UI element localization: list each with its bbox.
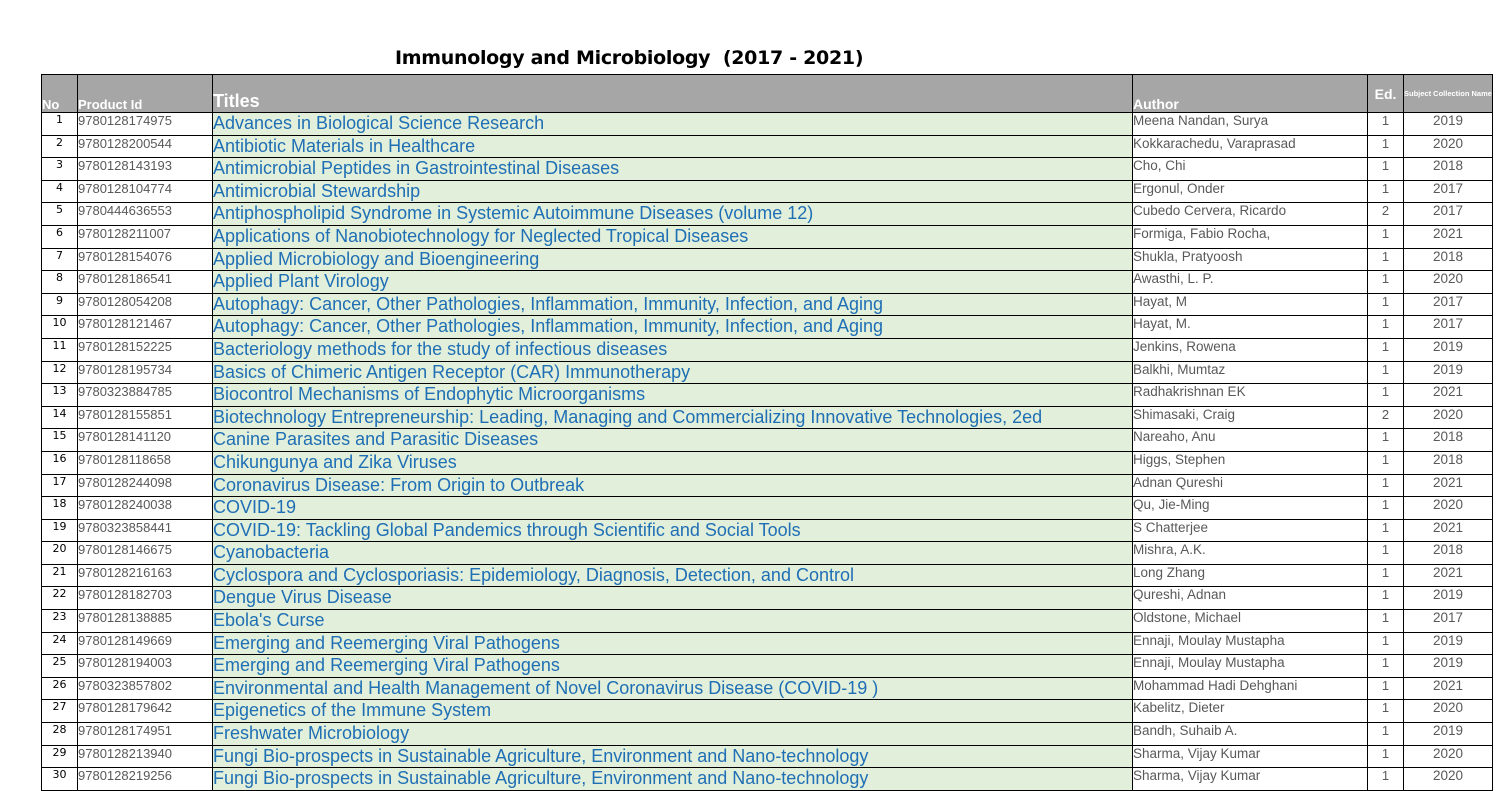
book-title-link[interactable]: Freshwater Microbiology — [213, 723, 1133, 746]
edition: 1 — [1368, 316, 1404, 339]
author: Hayat, M — [1133, 293, 1368, 316]
header-titles: Titles — [213, 75, 1133, 113]
book-title-link[interactable]: Antibiotic Materials in Healthcare — [213, 135, 1133, 158]
table-row — [42, 338, 1493, 361]
table-row — [42, 655, 1493, 678]
edition: 1 — [1368, 384, 1404, 407]
row-number: 29 — [42, 745, 78, 768]
table-row — [42, 225, 1493, 248]
product-id: 9780128138885 — [78, 610, 213, 633]
book-title-link[interactable]: Applied Plant Virology — [213, 271, 1133, 294]
product-id: 9780128240038 — [78, 497, 213, 520]
book-title-link[interactable]: Emerging and Reemerging Viral Pathogens — [213, 632, 1133, 655]
table-row — [42, 158, 1493, 181]
author: Sharma, Vijay Kumar — [1133, 745, 1368, 768]
product-id: 9780128211007 — [78, 225, 213, 248]
product-id: 9780128213940 — [78, 745, 213, 768]
edition: 1 — [1368, 745, 1404, 768]
author: Jenkins, Rowena — [1133, 338, 1368, 361]
book-title-link[interactable]: Coronavirus Disease: From Origin to Outbreak — [213, 474, 1133, 497]
row-number: 23 — [42, 610, 78, 633]
product-id: 9780128200544 — [78, 135, 213, 158]
table-row — [42, 700, 1493, 723]
year: 2018 — [1404, 542, 1493, 565]
year: 2017 — [1404, 316, 1493, 339]
edition: 1 — [1368, 677, 1404, 700]
book-title-link[interactable]: Cyclospora and Cyclosporiasis: Epidemiology, Diagnosis, Detection, and Control — [213, 564, 1133, 587]
product-id: 9780128104774 — [78, 180, 213, 203]
row-number: 20 — [42, 542, 78, 565]
edition: 1 — [1368, 768, 1404, 791]
row-number: 27 — [42, 700, 78, 723]
year: 2019 — [1404, 587, 1493, 610]
book-title-link[interactable]: Applications of Nanobiotechnology for Neglected Tropical Diseases — [213, 225, 1133, 248]
product-id: 9780128149669 — [78, 632, 213, 655]
year: 2019 — [1404, 655, 1493, 678]
book-title-link[interactable]: Epigenetics of the Immune System — [213, 700, 1133, 723]
year: 2020 — [1404, 700, 1493, 723]
year: 2021 — [1404, 384, 1493, 407]
year: 2019 — [1404, 723, 1493, 746]
edition: 2 — [1368, 203, 1404, 226]
row-number: 4 — [42, 180, 78, 203]
book-title-link[interactable]: Bacteriology methods for the study of infectious diseases — [213, 338, 1133, 361]
edition: 1 — [1368, 361, 1404, 384]
year: 2019 — [1404, 338, 1493, 361]
row-number: 16 — [42, 451, 78, 474]
year: 2021 — [1404, 677, 1493, 700]
author: Shukla, Pratyoosh — [1133, 248, 1368, 271]
edition: 1 — [1368, 497, 1404, 520]
year: 2017 — [1404, 610, 1493, 633]
row-number: 12 — [42, 361, 78, 384]
author: Oldstone, Michael — [1133, 610, 1368, 633]
row-number: 25 — [42, 655, 78, 678]
product-id: 9780128141120 — [78, 429, 213, 452]
row-number: 7 — [42, 248, 78, 271]
row-number: 21 — [42, 564, 78, 587]
row-number: 9 — [42, 293, 78, 316]
edition: 1 — [1368, 519, 1404, 542]
book-title-link[interactable]: Fungi Bio-prospects in Sustainable Agriculture, Environment and Nano-technology — [213, 745, 1133, 768]
edition: 1 — [1368, 723, 1404, 746]
year: 2020 — [1404, 745, 1493, 768]
author: Mishra, A.K. — [1133, 542, 1368, 565]
book-title-link[interactable]: Autophagy: Cancer, Other Pathologies, Inflammation, Immunity, Infection, and Aging — [213, 293, 1133, 316]
year: 2021 — [1404, 225, 1493, 248]
product-id: 9780128146675 — [78, 542, 213, 565]
edition: 1 — [1368, 113, 1404, 136]
book-title-link[interactable]: Antimicrobial Stewardship — [213, 180, 1133, 203]
edition: 1 — [1368, 474, 1404, 497]
product-id: 9780128216163 — [78, 564, 213, 587]
table-row — [42, 180, 1493, 203]
row-number: 14 — [42, 406, 78, 429]
year: 2020 — [1404, 135, 1493, 158]
edition: 1 — [1368, 158, 1404, 181]
product-id: 9780128195734 — [78, 361, 213, 384]
book-title-link[interactable]: Applied Microbiology and Bioengineering — [213, 248, 1133, 271]
author: Sharma, Vijay Kumar — [1133, 768, 1368, 791]
table-header-row — [42, 75, 1493, 113]
author: Adnan Qureshi — [1133, 474, 1368, 497]
book-title-link[interactable]: Advances in Biological Science Research — [213, 113, 1133, 136]
row-number: 17 — [42, 474, 78, 497]
table-row — [42, 497, 1493, 520]
book-title-link[interactable]: Antiphospholipid Syndrome in Systemic Autoimmune Diseases (volume 12) — [213, 203, 1133, 226]
edition: 1 — [1368, 610, 1404, 633]
edition: 1 — [1368, 451, 1404, 474]
table-row — [42, 271, 1493, 294]
author: Bandh, Suhaib A. — [1133, 723, 1368, 746]
year: 2018 — [1404, 429, 1493, 452]
year: 2020 — [1404, 271, 1493, 294]
row-number: 2 — [42, 135, 78, 158]
edition: 1 — [1368, 655, 1404, 678]
author: S Chatterjee — [1133, 519, 1368, 542]
author: Higgs, Stephen — [1133, 451, 1368, 474]
book-title-link[interactable]: Autophagy: Cancer, Other Pathologies, Inflammation, Immunity, Infection, and Aging — [213, 316, 1133, 339]
table-row — [42, 113, 1493, 136]
year: 2018 — [1404, 158, 1493, 181]
author: Qu, Jie-Ming — [1133, 497, 1368, 520]
page-title: Immunology and Microbiology (2017 - 2021) — [395, 47, 864, 69]
book-title-link[interactable]: Canine Parasites and Parasitic Diseases — [213, 429, 1133, 452]
year: 2017 — [1404, 203, 1493, 226]
product-id: 9780323858441 — [78, 519, 213, 542]
book-title-link[interactable]: Cyanobacteria — [213, 542, 1133, 565]
product-id: 9780128186541 — [78, 271, 213, 294]
book-title-link[interactable]: Biotechnology Entrepreneurship: Leading, Managing and Commercializing Innovative Technologies, 2ed — [213, 406, 1133, 429]
product-id: 9780128244098 — [78, 474, 213, 497]
author: Hayat, M. — [1133, 316, 1368, 339]
author: Cubedo Cervera, Ricardo — [1133, 203, 1368, 226]
table-row — [42, 542, 1493, 565]
author: Balkhi, Mumtaz — [1133, 361, 1368, 384]
product-id: 9780128179642 — [78, 700, 213, 723]
table-row — [42, 768, 1493, 791]
table-row — [42, 632, 1493, 655]
year: 2019 — [1404, 361, 1493, 384]
row-number: 8 — [42, 271, 78, 294]
product-id: 9780128174975 — [78, 113, 213, 136]
edition: 1 — [1368, 429, 1404, 452]
author: Qureshi, Adnan — [1133, 587, 1368, 610]
table-row — [42, 384, 1493, 407]
header-subject-collection: Subject Collection Name — [1404, 75, 1493, 113]
table-row — [42, 564, 1493, 587]
author: Nareaho, Anu — [1133, 429, 1368, 452]
edition: 1 — [1368, 271, 1404, 294]
table-row — [42, 361, 1493, 384]
book-title-link[interactable]: Basics of Chimeric Antigen Receptor (CAR) Immunotherapy — [213, 361, 1133, 384]
table-row — [42, 723, 1493, 746]
table-row — [42, 474, 1493, 497]
product-id: 9780128152225 — [78, 338, 213, 361]
book-title-link[interactable]: Antimicrobial Peptides in Gastrointestinal Diseases — [213, 158, 1133, 181]
row-number: 19 — [42, 519, 78, 542]
row-number: 13 — [42, 384, 78, 407]
edition: 1 — [1368, 632, 1404, 655]
product-id: 9780444636553 — [78, 203, 213, 226]
edition: 2 — [1368, 406, 1404, 429]
edition: 1 — [1368, 542, 1404, 565]
author: Formiga, Fabio Rocha, — [1133, 225, 1368, 248]
product-id: 9780128194003 — [78, 655, 213, 678]
edition: 1 — [1368, 338, 1404, 361]
author: Awasthi, L. P. — [1133, 271, 1368, 294]
product-id: 9780128155851 — [78, 406, 213, 429]
table-row — [42, 610, 1493, 633]
table-row — [42, 677, 1493, 700]
header-no: No — [42, 75, 78, 113]
year: 2020 — [1404, 497, 1493, 520]
table-row — [42, 429, 1493, 452]
author: Shimasaki, Craig — [1133, 406, 1368, 429]
author: Ennaji, Moulay Mustapha — [1133, 632, 1368, 655]
table-row — [42, 248, 1493, 271]
year: 2017 — [1404, 293, 1493, 316]
edition: 1 — [1368, 248, 1404, 271]
product-id: 9780128054208 — [78, 293, 213, 316]
row-number: 28 — [42, 723, 78, 746]
row-number: 18 — [42, 497, 78, 520]
table-row — [42, 316, 1493, 339]
table-row — [42, 406, 1493, 429]
table-row — [42, 519, 1493, 542]
table-row — [42, 451, 1493, 474]
row-number: 22 — [42, 587, 78, 610]
header-product-id: Product Id — [78, 75, 213, 113]
book-title-link[interactable]: Chikungunya and Zika Viruses — [213, 451, 1133, 474]
book-title-link[interactable]: Fungi Bio-prospects in Sustainable Agriculture, Environment and Nano-technology — [213, 768, 1133, 791]
table-row — [42, 745, 1493, 768]
edition: 1 — [1368, 293, 1404, 316]
edition: 1 — [1368, 180, 1404, 203]
table-row — [42, 135, 1493, 158]
author: Mohammad Hadi Dehghani — [1133, 677, 1368, 700]
book-title-link[interactable]: COVID-19 — [213, 497, 1133, 520]
product-id: 9780128219256 — [78, 768, 213, 791]
year: 2020 — [1404, 768, 1493, 791]
edition: 1 — [1368, 700, 1404, 723]
author: Ennaji, Moulay Mustapha — [1133, 655, 1368, 678]
table-body — [42, 113, 1493, 791]
product-id: 9780323857802 — [78, 677, 213, 700]
product-id: 9780128118658 — [78, 451, 213, 474]
year: 2020 — [1404, 406, 1493, 429]
book-title-link[interactable]: Ebola's Curse — [213, 610, 1133, 633]
edition: 1 — [1368, 587, 1404, 610]
year: 2021 — [1404, 519, 1493, 542]
product-id: 9780128143193 — [78, 158, 213, 181]
year: 2019 — [1404, 632, 1493, 655]
row-number: 24 — [42, 632, 78, 655]
year: 2021 — [1404, 564, 1493, 587]
book-title-link[interactable]: Environmental and Health Management of Novel Coronavirus Disease (COVID-19 ) — [213, 677, 1133, 700]
year: 2018 — [1404, 248, 1493, 271]
author: Meena Nandan, Surya — [1133, 113, 1368, 136]
header-edition: Ed. — [1368, 75, 1404, 113]
book-title-link[interactable]: Dengue Virus Disease — [213, 587, 1133, 610]
book-title-link[interactable]: Emerging and Reemerging Viral Pathogens — [213, 655, 1133, 678]
table-row — [42, 203, 1493, 226]
year: 2017 — [1404, 180, 1493, 203]
table-row — [42, 293, 1493, 316]
product-id: 9780128174951 — [78, 723, 213, 746]
product-id: 9780128182703 — [78, 587, 213, 610]
year: 2021 — [1404, 474, 1493, 497]
product-id: 9780128154076 — [78, 248, 213, 271]
row-number: 11 — [42, 338, 78, 361]
year: 2019 — [1404, 113, 1493, 136]
author: Kokkarachedu, Varaprasad — [1133, 135, 1368, 158]
author: Ergonul, Onder — [1133, 180, 1368, 203]
product-id: 9780128121467 — [78, 316, 213, 339]
row-number: 5 — [42, 203, 78, 226]
row-number: 3 — [42, 158, 78, 181]
edition: 1 — [1368, 225, 1404, 248]
row-number: 10 — [42, 316, 78, 339]
year: 2018 — [1404, 451, 1493, 474]
row-number: 26 — [42, 677, 78, 700]
row-number: 6 — [42, 225, 78, 248]
row-number: 15 — [42, 429, 78, 452]
author: Long Zhang — [1133, 564, 1368, 587]
row-number: 1 — [42, 113, 78, 136]
product-id: 9780323884785 — [78, 384, 213, 407]
edition: 1 — [1368, 564, 1404, 587]
table-row — [42, 587, 1493, 610]
header-author: Author — [1133, 75, 1368, 113]
book-title-link[interactable]: Biocontrol Mechanisms of Endophytic Microorganisms — [213, 384, 1133, 407]
author: Radhakrishnan EK — [1133, 384, 1368, 407]
book-title-link[interactable]: COVID-19: Tackling Global Pandemics through Scientific and Social Tools — [213, 519, 1133, 542]
row-number: 30 — [42, 768, 78, 791]
book-catalog-table — [41, 74, 1493, 791]
author: Cho, Chi — [1133, 158, 1368, 181]
edition: 1 — [1368, 135, 1404, 158]
author: Kabelitz, Dieter — [1133, 700, 1368, 723]
